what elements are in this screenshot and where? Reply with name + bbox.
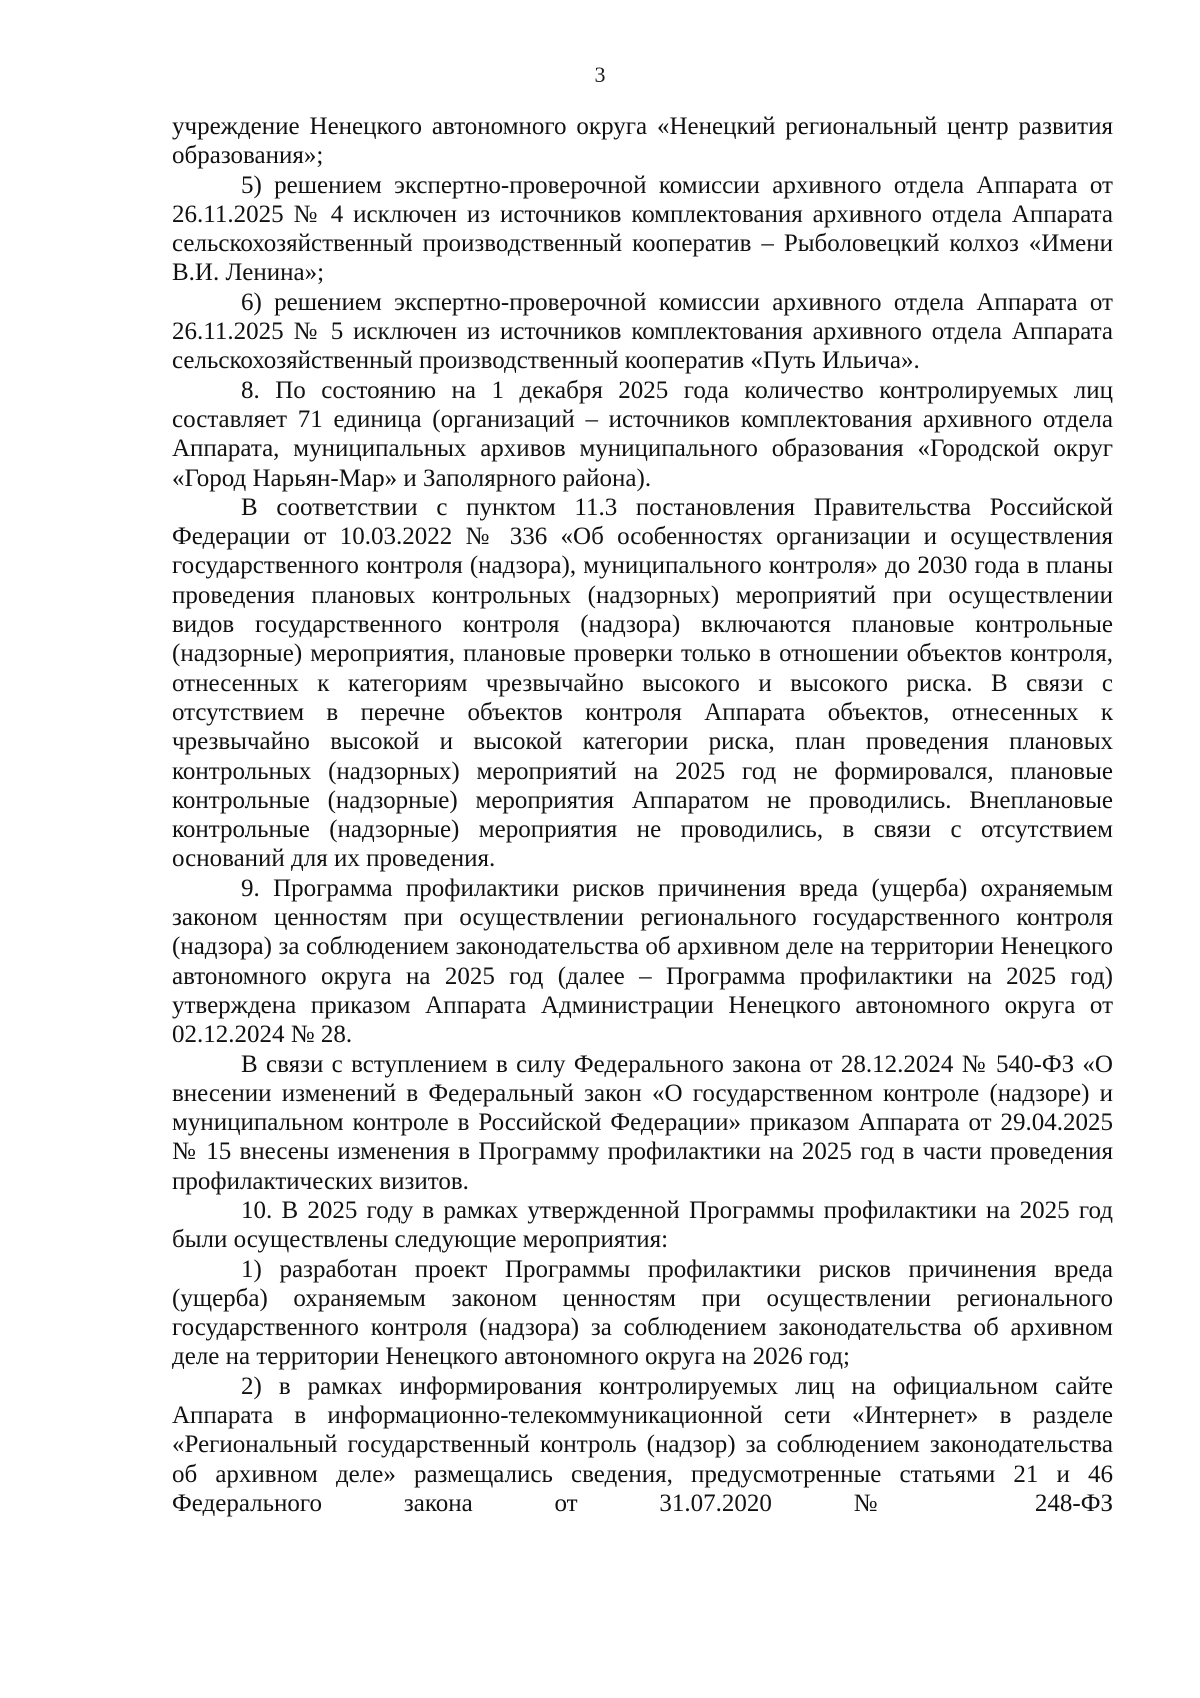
paragraph-continuation: учреждение Ненецкого автономного округа «Ненецкий региональный центр развития образования»; — [172, 113, 1113, 170]
paragraph-measure-1: 1) разработан проект Программы профилактики рисков причинения вреда (ущерба) охраняемым законом ценностям при осуществлении регионального государственного контроля (надзора) за соблюдением законодательства об архивном деле на территории Ненецкого автономного округа на 2026 год; — [172, 1255, 1113, 1371]
document-body — [172, 112, 1113, 1518]
paragraph-item-6: 6) решением экспертно-проверочной комиссии архивного отдела Аппарата от 26.11.2025 № 5 исключен из источников комплектования архивного отдела Аппарата сельскохозяйственный производственный кооператив «Путь Ильича». — [172, 288, 1113, 375]
paragraph-section-9: 9. Программа профилактики рисков причинения вреда (ущерба) охраняемым законом ценностям при осуществлении регионального государственного контроля (надзора) за соблюдением законодательства об архивном деле на территории Ненецкого автономного округа на 2025 год (далее – Программа профилактики на 2025 год) утверждена приказом Аппарата Администрации Ненецкого автономного округа от 02.12.2024 № 28. — [172, 874, 1113, 1049]
page-number: 3 — [594, 62, 606, 87]
paragraph-section-10: 10. В 2025 году в рамках утвержденной Программы профилактики на 2025 год были осуществлены следующие мероприятия: — [172, 1196, 1113, 1254]
paragraph-amendments: В связи с вступлением в силу Федерального закона от 28.12.2024 № 540-ФЗ «О внесении изменений в Федеральный закон «О государственном контроле (надзоре) и муниципальном контроле в Российской Федерации» приказом Аппарата от 29.04.2025 № 15 внесены изменения в Программу профилактики на 2025 год в части проведения профилактических визитов. — [172, 1050, 1113, 1195]
paragraph-measure-2: 2) в рамках информирования контролируемых лиц на официальном сайте Аппарата в информационно-телекоммуникационной сети «Интернет» в разделе «Региональный государственный контроль (надзор) за соблюдением законодательства об архивном деле» размещались сведения, предусмотренные статьями 21 и 46 Федерального закона от 31.07.2020 № 248-ФЗ — [172, 1372, 1113, 1517]
paragraph-planned-inspections: В соответствии с пунктом 11.3 постановления Правительства Российской Федерации от 10.03.2022 № 336 «Об особенностях организации и осуществления государственного контроля (надзора), муниципального контроля» до 2030 года в планы проведения плановых контрольных (надзорных) мероприятий при осуществлении видов государственного контроля (надзора) включаются плановые контрольные (надзорные) мероприятия, плановые проверки только в отношении объектов контроля, отнесенных к категориям чрезвычайно высокого и высокого риска. В связи с отсутствием в перечне объектов контроля Аппарата объектов, отнесенных к чрезвычайно высокой и высокой категории риска, план проведения плановых контрольных (надзорных) мероприятий на 2025 год не формировался, плановые контрольные (надзорные) мероприятия Аппаратом не проводились. Внеплановые контрольные (надзорные) мероприятия не проводились, в связи с отсутствием оснований для их проведения. — [172, 493, 1113, 873]
paragraph-section-8: 8. По состоянию на 1 декабря 2025 года количество контролируемых лиц составляет 71 единица (организаций – источников комплектования архивного отдела Аппарата, муниципальных архивов муниципального образования «Городской округ «Город Нарьян-Мар» и Заполярного района). — [172, 376, 1113, 492]
paragraph-item-5: 5) решением экспертно-проверочной комиссии архивного отдела Аппарата от 26.11.2025 № 4 исключен из источников комплектования архивного отдела Аппарата сельскохозяйственный производственный кооператив – Рыболовецкий колхоз «Имени В.И. Ленина»; — [172, 171, 1113, 287]
